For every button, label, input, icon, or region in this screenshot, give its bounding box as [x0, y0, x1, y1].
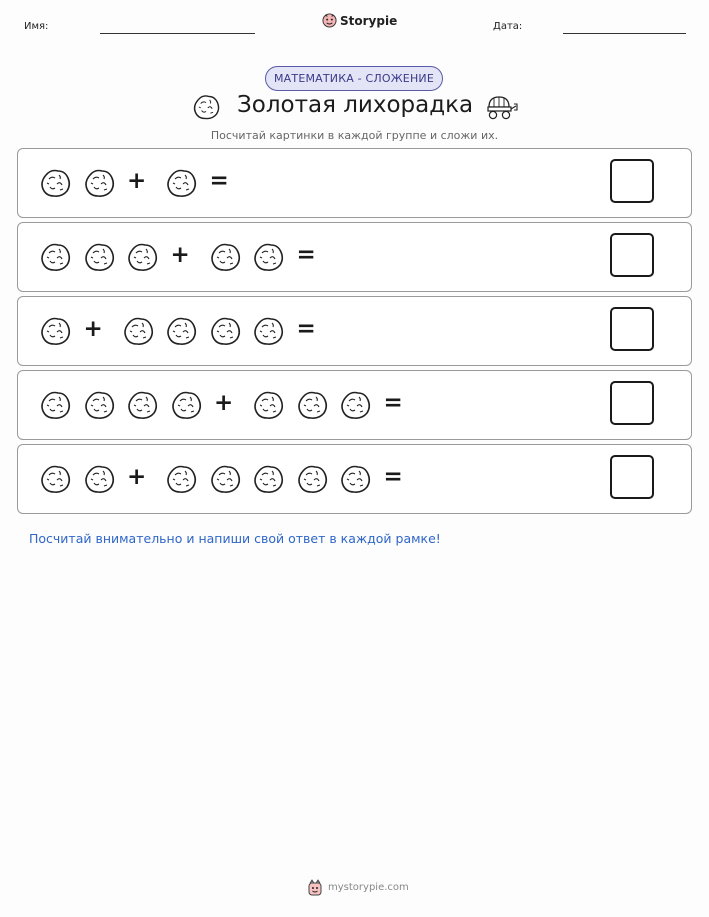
plus-sign: +	[214, 390, 234, 416]
name-label: Имя:	[24, 21, 49, 32]
gold-nugget-icon	[82, 388, 116, 422]
gold-nugget-icon	[38, 166, 72, 200]
equals-sign: =	[296, 316, 316, 342]
gold-nugget-icon	[125, 240, 159, 274]
problem-row	[17, 444, 692, 514]
answer-box[interactable]	[610, 307, 654, 351]
worksheet-subtitle: Посчитай картинки в каждой группе и сложи их.	[210, 129, 499, 142]
gold-nugget-icon	[251, 314, 285, 348]
subject-badge: МАТЕМАТИКА - СЛОЖЕНИЕ	[265, 66, 443, 91]
plus-sign: +	[83, 316, 103, 342]
gold-nugget-icon	[169, 388, 203, 422]
gold-nugget-icon	[121, 314, 155, 348]
equals-sign: =	[383, 464, 403, 490]
gold-nugget-icon	[82, 462, 116, 496]
gold-nugget-icon	[208, 462, 242, 496]
gold-nugget-icon	[338, 462, 372, 496]
date-line[interactable]	[563, 33, 686, 34]
gold-nugget-icon	[295, 388, 329, 422]
gold-nugget-icon	[251, 240, 285, 274]
gold-nugget-icon	[251, 462, 285, 496]
name-line[interactable]	[100, 33, 255, 34]
answer-box[interactable]	[610, 381, 654, 425]
gold-nugget-icon	[164, 462, 198, 496]
answer-box[interactable]	[610, 455, 654, 499]
gold-nugget-icon	[191, 92, 221, 122]
problem-row	[17, 296, 692, 366]
worksheet-title: Золотая лихорадка	[237, 92, 474, 118]
problem-row	[17, 222, 692, 292]
answer-box[interactable]	[610, 233, 654, 277]
storypie-logo	[307, 879, 323, 896]
gold-nugget-icon	[38, 388, 72, 422]
gold-nugget-icon	[82, 166, 116, 200]
storypie-logo	[322, 13, 337, 28]
problem-row	[17, 148, 692, 218]
gold-nugget-icon	[38, 462, 72, 496]
gold-nugget-icon	[38, 314, 72, 348]
footer	[307, 879, 409, 896]
equals-sign: =	[296, 242, 316, 268]
brand	[322, 13, 397, 28]
gold-nugget-icon	[164, 166, 198, 200]
gold-nugget-icon	[208, 314, 242, 348]
gold-nugget-icon	[82, 240, 116, 274]
gold-nugget-icon	[208, 240, 242, 274]
plus-sign: +	[127, 464, 147, 490]
answer-box[interactable]	[610, 159, 654, 203]
footer-site: mystorypie.com	[328, 882, 409, 893]
gold-nugget-icon	[164, 314, 198, 348]
equals-sign: =	[383, 390, 403, 416]
instruction-note: Посчитай внимательно и напиши свой ответ в каждой рамке!	[29, 531, 441, 546]
brand-name: Storypie	[340, 13, 398, 28]
covered-wagon-icon	[486, 94, 518, 120]
plus-sign: +	[127, 168, 147, 194]
problem-row	[17, 370, 692, 440]
plus-sign: +	[170, 242, 190, 268]
gold-nugget-icon	[338, 388, 372, 422]
date-label: Дата:	[493, 21, 523, 32]
gold-nugget-icon	[38, 240, 72, 274]
gold-nugget-icon	[251, 388, 285, 422]
gold-nugget-icon	[125, 388, 159, 422]
gold-nugget-icon	[295, 462, 329, 496]
equals-sign: =	[209, 168, 229, 194]
